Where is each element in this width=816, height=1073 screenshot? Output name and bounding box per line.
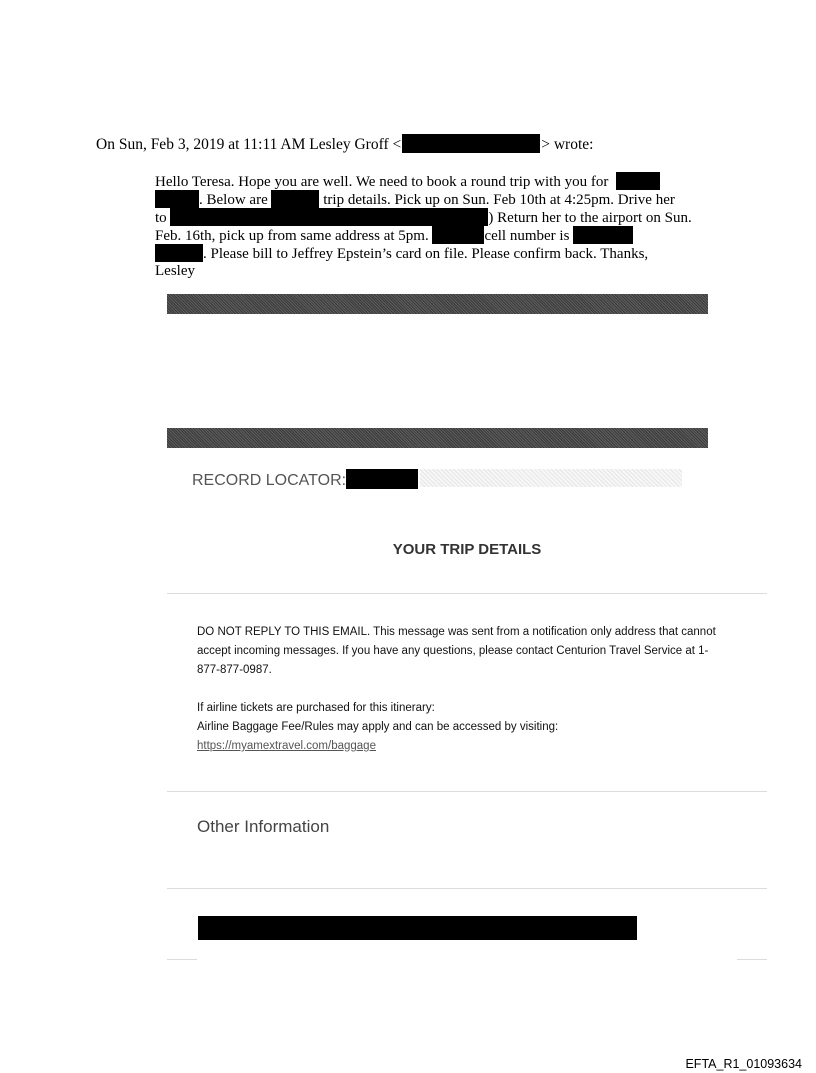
redaction-banner-bottom	[167, 428, 708, 448]
body-line	[155, 190, 715, 208]
body-text: cell number is	[484, 228, 570, 244]
divider	[167, 593, 767, 594]
notice-text: DO NOT REPLY TO THIS EMAIL. This message was sent from a notification only address that cannot accept incoming messages. If you have any questions, please contact Centurion Travel Service at 1-877-877-0987.	[197, 626, 716, 676]
header-prefix: On Sun, Feb 3, 2019 at 11:11 AM Lesley Groff <	[96, 136, 402, 153]
divider	[167, 888, 767, 889]
baggage-block	[197, 699, 727, 756]
body-line	[155, 262, 715, 280]
email-body	[155, 172, 715, 280]
body-text: Feb. 16th, pick up from same address at 5pm.	[155, 228, 429, 244]
body-text: ) Return her to the airport on Sun.	[488, 210, 692, 226]
record-locator	[192, 469, 418, 490]
body-text: . Please bill to Jeffrey Epstein’s card on file. Please confirm back. Thanks,	[203, 246, 649, 262]
body-text: . Below are	[199, 192, 268, 208]
document-id: EFTA_R1_01093634	[685, 1057, 802, 1071]
redaction-name	[432, 226, 484, 244]
body-line	[155, 208, 715, 226]
body-line	[155, 226, 715, 244]
record-locator-field	[420, 469, 682, 487]
redaction-address	[170, 208, 488, 226]
redaction-phone	[573, 226, 633, 244]
redaction-bottom	[198, 916, 637, 940]
notice-block	[197, 623, 727, 680]
record-locator-label: RECORD LOCATOR:	[192, 472, 347, 489]
divider	[167, 959, 197, 960]
body-line	[155, 244, 715, 262]
body-text: trip details. Pick up on Sun. Feb 10th at 4:25pm. Drive her	[323, 192, 675, 208]
airline-line: If airline tickets are purchased for this itinerary:	[197, 702, 435, 714]
signature: Lesley	[155, 263, 195, 279]
redaction-sender-email	[402, 134, 540, 153]
redaction-record-locator	[346, 469, 418, 489]
body-text: Hello Teresa. Hope you are well. We need to book a round trip with you for	[155, 174, 609, 190]
divider	[737, 959, 767, 960]
other-information-title: Other Information	[197, 817, 330, 836]
body-text: to	[155, 210, 167, 226]
header-suffix: > wrote:	[541, 136, 594, 153]
redaction-name	[616, 172, 660, 190]
redaction-name	[271, 190, 319, 208]
redaction-phone	[155, 244, 203, 262]
trip-details-title: YOUR TRIP DETAILS	[392, 541, 542, 558]
redaction-banner-top	[167, 294, 708, 314]
airline-line: Airline Baggage Fee/Rules may apply and can be accessed by visiting:	[197, 721, 559, 733]
divider	[167, 791, 767, 792]
baggage-link[interactable]: https://myamextravel.com/baggage	[197, 740, 376, 752]
body-line	[155, 172, 715, 190]
redaction-name	[155, 190, 199, 208]
email-header-line	[96, 134, 593, 154]
